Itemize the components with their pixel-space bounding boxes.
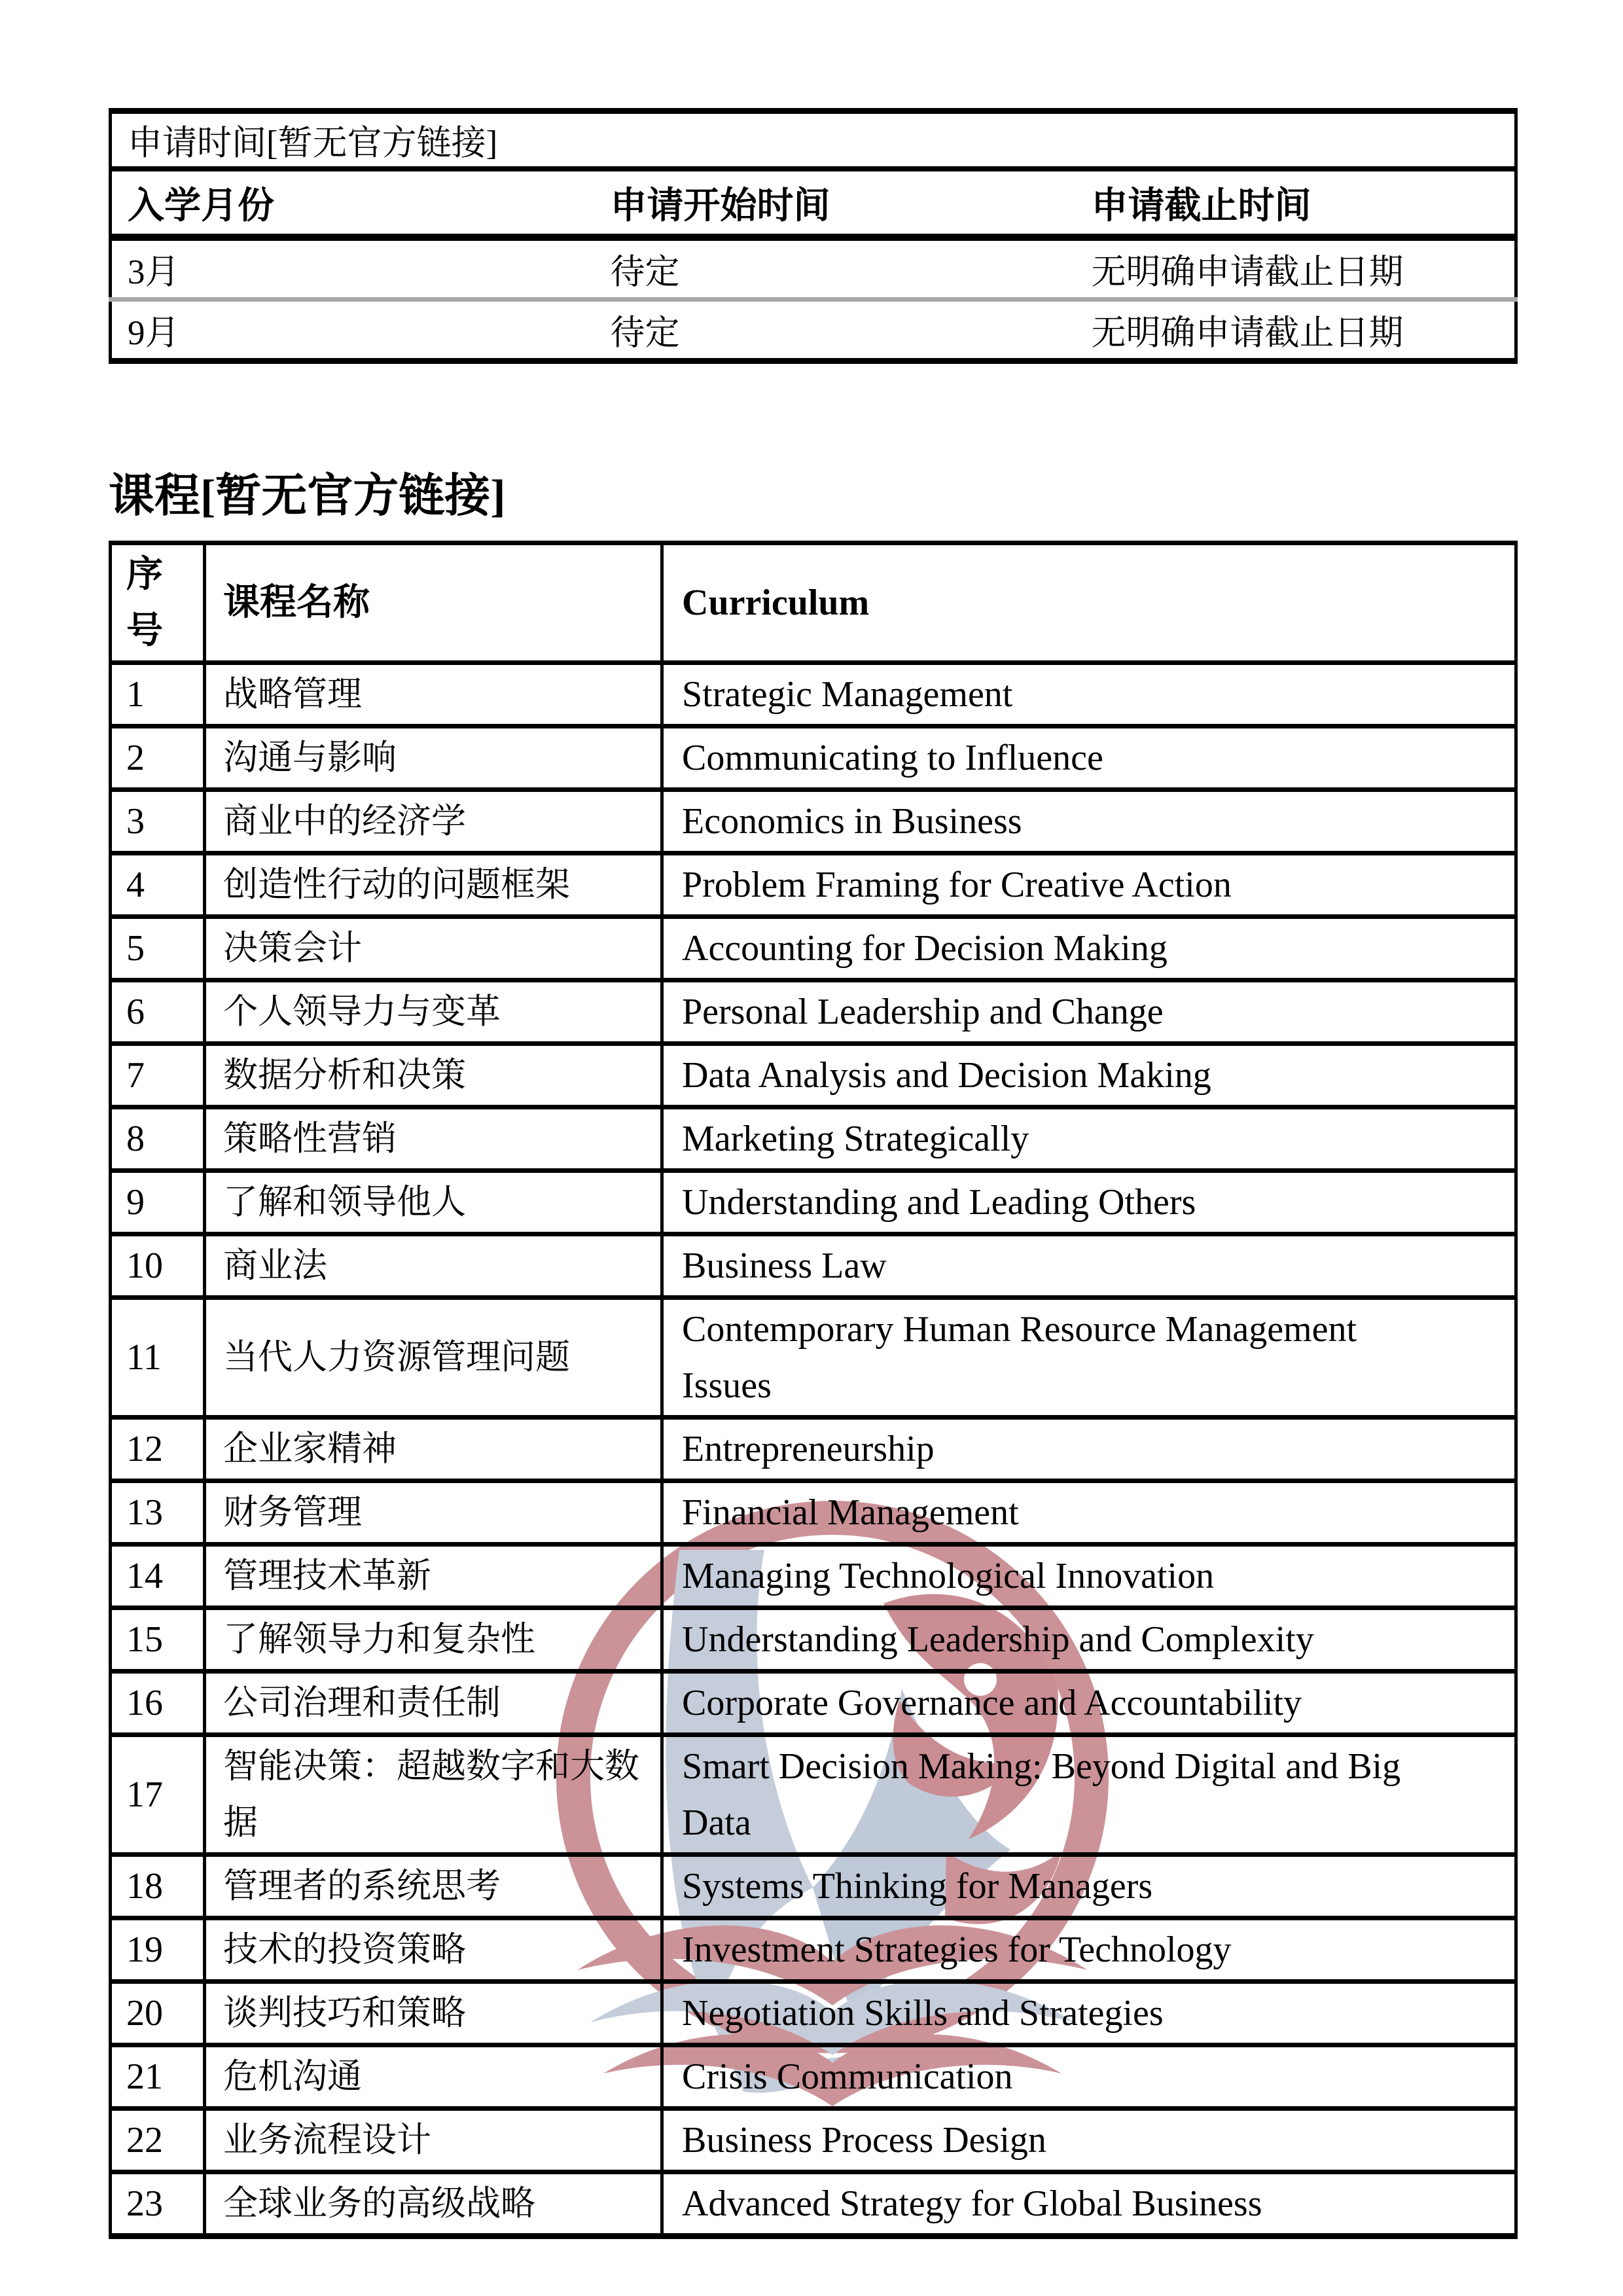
course-table-row (111, 1044, 1516, 1107)
course-table-row (111, 980, 1516, 1044)
course-index-cell: 11 (111, 1298, 205, 1418)
course-name-zh-cell: 危机沟通 (205, 2045, 662, 2109)
col-header-index: 序号 (111, 543, 205, 663)
course-name-en-cell: Managing Technological Innovation (662, 1545, 1516, 1608)
course-index-cell: 5 (111, 917, 205, 980)
course-name-en-cell: Business Law (662, 1234, 1516, 1298)
course-name-en-cell: Strategic Management (662, 663, 1516, 726)
course-name-zh-cell: 创造性行动的问题框架 (205, 853, 662, 917)
course-index-cell: 14 (111, 1545, 205, 1608)
course-table-row (111, 1107, 1516, 1171)
course-name-en-cell: Crisis Communication (662, 2045, 1516, 2109)
entry-month-cell: 3月 (111, 238, 595, 300)
course-table-row (111, 1608, 1516, 1672)
course-name-zh-cell: 技术的投资策略 (205, 1918, 662, 1982)
course-name-en-cell: Marketing Strategically (662, 1107, 1516, 1171)
course-name-en-cell: Personal Leadership and Change (662, 980, 1516, 1044)
course-index-cell: 20 (111, 1982, 205, 2045)
course-index-cell: 15 (111, 1608, 205, 1672)
course-name-en-cell: Smart Decision Making: Beyond Digital and Big Data (662, 1735, 1516, 1855)
course-name-zh-cell: 全球业务的高级战略 (205, 2172, 662, 2236)
course-name-zh-cell: 个人领导力与变革 (205, 980, 662, 1044)
course-index-cell: 23 (111, 2172, 205, 2236)
course-table-row (111, 1298, 1516, 1418)
course-name-en-cell: Negotiation Skills and Strategies (662, 1982, 1516, 2045)
course-name-en-cell: Entrepreneurship (662, 1418, 1516, 1481)
course-table-row (111, 1481, 1516, 1545)
course-table-row (111, 1234, 1516, 1298)
application-table-row (111, 300, 1516, 361)
apply-start-cell: 待定 (595, 238, 1076, 300)
course-table-row (111, 1735, 1516, 1855)
course-index-cell: 19 (111, 1918, 205, 1982)
entry-month-cell: 9月 (128, 314, 180, 352)
course-index-cell: 9 (111, 1171, 205, 1234)
course-name-zh-cell: 谈判技巧和策略 (205, 1982, 662, 2045)
course-table-row (111, 2045, 1516, 2109)
course-name-zh-cell: 数据分析和决策 (205, 1044, 662, 1107)
course-name-en-cell: Problem Framing for Creative Action (662, 853, 1516, 917)
course-name-zh-cell: 智能决策：超越数字和大数据 (205, 1735, 662, 1855)
application-table-title: 申请时间[暂无官方链接] (111, 111, 1516, 170)
col-header-apply-deadline: 申请截止时间 (1076, 169, 1516, 238)
course-name-en-cell: Data Analysis and Decision Making (662, 1044, 1516, 1107)
application-table-title-row (111, 111, 1516, 170)
course-name-zh-cell: 决策会计 (205, 917, 662, 980)
apply-deadline-cell: 无明确申请截止日期 (1091, 314, 1404, 352)
course-name-en-cell: Contemporary Human Resource Management Issues (662, 1298, 1516, 1418)
course-name-zh-cell: 当代人力资源管理问题 (205, 1298, 662, 1418)
col-header-curriculum: Curriculum (662, 543, 1516, 663)
course-name-zh-cell: 管理技术革新 (205, 1545, 662, 1608)
courses-section-heading: 课程[暂无官方链接] (109, 471, 506, 522)
course-name-en-cell: Understanding Leadership and Complexity (662, 1608, 1516, 1672)
course-name-zh-cell: 战略管理 (205, 663, 662, 726)
apply-deadline-cell: 无明确申请截止日期 (1076, 238, 1516, 300)
course-name-zh-cell: 沟通与影响 (205, 726, 662, 790)
col-header-apply-start: 申请开始时间 (595, 169, 1076, 238)
apply-start-cell: 待定 (610, 314, 680, 352)
course-index-cell: 13 (111, 1481, 205, 1545)
course-index-cell: 4 (111, 853, 205, 917)
col-header-entry-month: 入学月份 (111, 169, 595, 238)
course-table-row (111, 1545, 1516, 1608)
course-table-row (111, 790, 1516, 853)
course-name-zh-cell: 商业中的经济学 (205, 790, 662, 853)
course-name-en-cell: Systems Thinking for Managers (662, 1855, 1516, 1918)
course-name-en-cell: Economics in Business (662, 790, 1516, 853)
course-index-cell: 17 (111, 1735, 205, 1855)
course-table-row (111, 917, 1516, 980)
course-table-row (111, 663, 1516, 726)
course-table-row (111, 2172, 1516, 2236)
course-name-en-cell: Accounting for Decision Making (662, 917, 1516, 980)
course-index-cell: 7 (111, 1044, 205, 1107)
course-table (109, 541, 1518, 2239)
application-table-row (111, 238, 1516, 300)
course-index-cell: 12 (111, 1418, 205, 1481)
application-table-header-row (111, 169, 1516, 238)
course-table-row (111, 853, 1516, 917)
col-header-course-name-zh: 课程名称 (205, 543, 662, 663)
course-name-en-cell: Understanding and Leading Others (662, 1171, 1516, 1234)
course-table-row (111, 1672, 1516, 1735)
course-name-en-cell: Communicating to Influence (662, 726, 1516, 790)
course-index-cell: 10 (111, 1234, 205, 1298)
course-name-en-cell: Advanced Strategy for Global Business (662, 2172, 1516, 2236)
course-table-row (111, 1418, 1516, 1481)
course-name-zh-cell: 财务管理 (205, 1481, 662, 1545)
course-index-cell: 16 (111, 1672, 205, 1735)
course-name-zh-cell: 企业家精神 (205, 1418, 662, 1481)
course-name-zh-cell: 了解领导力和复杂性 (205, 1608, 662, 1672)
course-name-zh-cell: 公司治理和责任制 (205, 1672, 662, 1735)
course-table-row (111, 726, 1516, 790)
course-table-header-row (111, 543, 1516, 663)
application-time-table (109, 108, 1518, 364)
course-table-row (111, 2109, 1516, 2172)
course-name-en-cell: Investment Strategies for Technology (662, 1918, 1516, 1982)
course-name-zh-cell: 业务流程设计 (205, 2109, 662, 2172)
course-name-en-cell: Financial Management (662, 1481, 1516, 1545)
course-name-en-cell: Corporate Governance and Accountability (662, 1672, 1516, 1735)
course-index-cell: 22 (111, 2109, 205, 2172)
course-name-en-cell: Business Process Design (662, 2109, 1516, 2172)
course-index-cell: 21 (111, 2045, 205, 2109)
course-table-row (111, 1855, 1516, 1918)
course-index-cell: 6 (111, 980, 205, 1044)
course-index-cell: 2 (111, 726, 205, 790)
course-name-zh-cell: 策略性营销 (205, 1107, 662, 1171)
course-name-zh-cell: 了解和领导他人 (205, 1171, 662, 1234)
course-name-zh-cell: 商业法 (205, 1234, 662, 1298)
course-table-row (111, 1171, 1516, 1234)
course-index-cell: 18 (111, 1855, 205, 1918)
course-name-zh-cell: 管理者的系统思考 (205, 1855, 662, 1918)
course-index-cell: 1 (111, 663, 205, 726)
course-index-cell: 8 (111, 1107, 205, 1171)
course-index-cell: 3 (111, 790, 205, 853)
course-table-row (111, 1918, 1516, 1982)
course-table-row (111, 1982, 1516, 2045)
